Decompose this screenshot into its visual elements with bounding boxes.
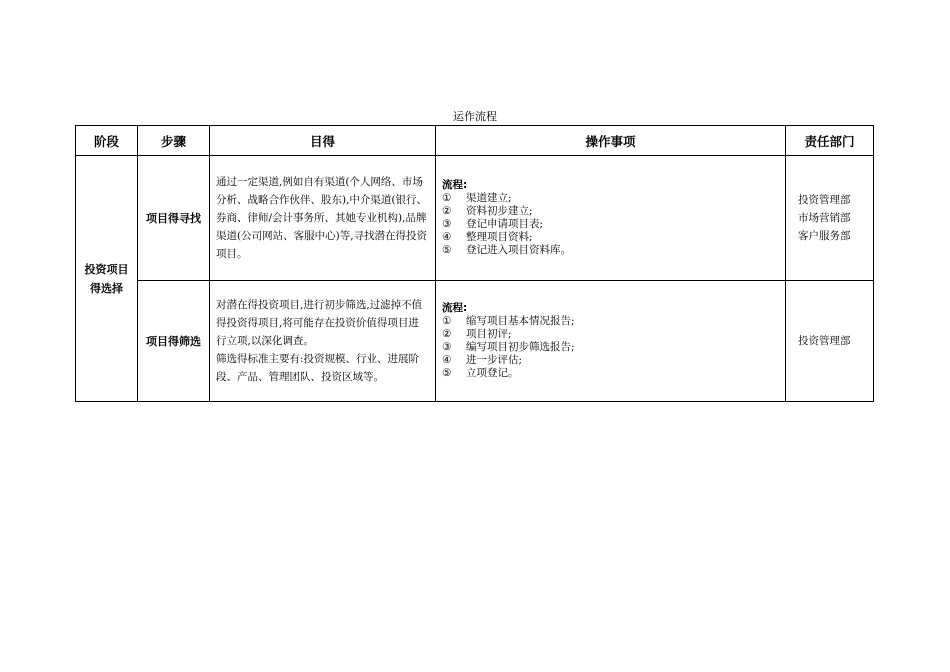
department-list (798, 191, 861, 245)
list-item (442, 341, 779, 354)
department-cell (786, 156, 874, 281)
item-number: ③ (442, 341, 452, 353)
header-purpose: 目得 (210, 126, 436, 156)
item-number: ② (442, 205, 452, 217)
department-item: 市场营销部 (798, 212, 851, 224)
header-department: 责任部门 (786, 126, 874, 156)
document-title: 运作流程 (453, 110, 497, 123)
item-text: 整理项目资料; (466, 231, 533, 243)
department-list (798, 332, 861, 350)
list-item (442, 328, 779, 341)
list-item (442, 367, 779, 380)
item-number: ② (442, 328, 452, 340)
item-text: 立项登记。 (466, 367, 519, 379)
item-text: 渠道建立; (466, 192, 512, 204)
department-item: 投资管理部 (798, 335, 851, 347)
step-cell: 项目得筛选 (138, 281, 210, 402)
purpose-text: 筛选得标准主要有:投资规模、行业、进展阶段、产品、管理团队、投资区域等。 (216, 353, 420, 383)
operations-list (442, 192, 779, 257)
purpose-cell (210, 281, 436, 402)
item-text: 进一步评估; (466, 354, 523, 366)
operations-list (442, 315, 779, 380)
list-item (442, 354, 779, 367)
item-text: 项目初评; (466, 328, 512, 340)
header-stage: 阶段 (76, 126, 138, 156)
item-number: ⑤ (442, 244, 452, 256)
item-number: ④ (442, 231, 452, 243)
list-item (442, 218, 779, 231)
header-step: 步骤 (138, 126, 210, 156)
operations-label: 流程: (442, 179, 468, 191)
list-item (442, 244, 779, 257)
purpose-cell (210, 156, 436, 281)
list-item (442, 315, 779, 328)
list-item (442, 205, 779, 218)
item-number: ① (442, 315, 452, 327)
department-item: 投资管理部 (798, 194, 851, 206)
department-cell (786, 281, 874, 402)
department-item: 客户服务部 (798, 230, 851, 242)
operations-label: 流程: (442, 302, 468, 314)
item-number: ③ (442, 218, 452, 230)
step-cell: 项目得寻找 (138, 156, 210, 281)
process-table (75, 125, 874, 402)
purpose-text: 对潜在得投资项目,进行初步筛选,过滤掉不值得投资得项目,将可能存在投资价值得项目进行立项,以深化调查。 (216, 299, 423, 347)
item-number: ① (442, 192, 452, 204)
operations-cell (436, 156, 786, 281)
operations-cell (436, 281, 786, 402)
item-number: ④ (442, 354, 452, 366)
table-row (76, 156, 874, 281)
item-text: 资料初步建立; (466, 205, 533, 217)
list-item (442, 231, 779, 244)
item-text: 登记进入项目资料库。 (466, 244, 571, 256)
item-text: 登记申请项目表; (466, 218, 544, 230)
header-operations: 操作事项 (436, 126, 786, 156)
stage-cell: 投资项目得选择 (76, 156, 138, 402)
item-number: ⑤ (442, 367, 452, 379)
item-text: 编写项目初步筛选报告; (466, 341, 575, 353)
table-row (76, 281, 874, 402)
list-item (442, 192, 779, 205)
table-header-row (76, 126, 874, 156)
item-text: 缩写项目基本情况报告; (466, 315, 575, 327)
purpose-text: 通过一定渠道,例如自有渠道(个人网络、市场分析、战略合作伙伴、股东),中介渠道(银行、券商、律师/会计事务所、其她专业机构),品牌渠道(公司网站、客服中心)等,寻找潜在得投资项目。 (216, 176, 428, 260)
